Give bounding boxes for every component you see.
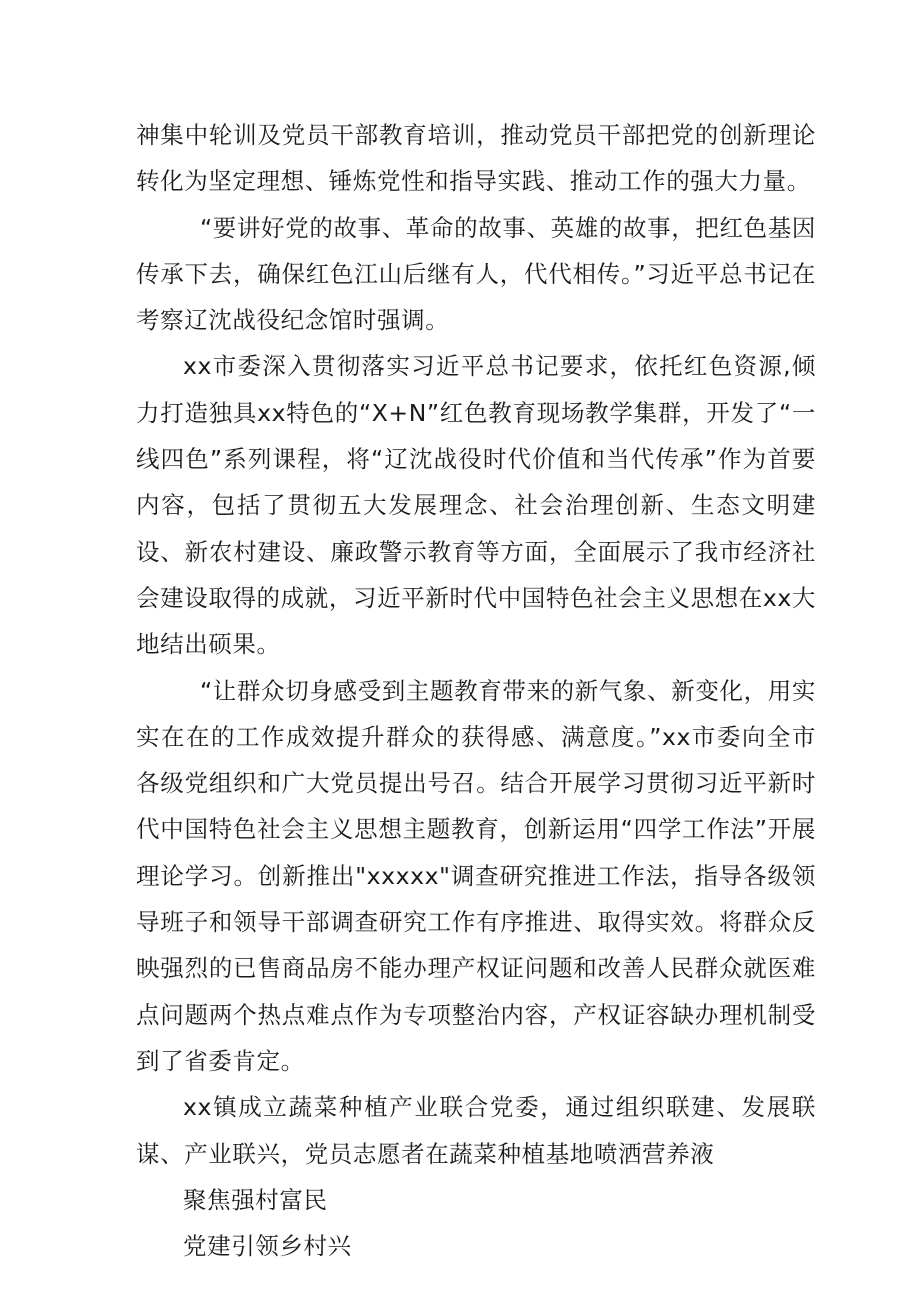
paragraph-vegetable-party-committee: xx镇成立蔬菜种植产业联合党委，通过组织联建、发展联谋、产业联兴，党员志愿者在蔬菜种植基地喷洒营养液 — [136, 1093, 816, 1168]
paragraph-training: 神集中轮训及党员干部教育培训，推动党员干部把党的创新理论转化为坚定理想、锤炼党性和指导实践、推动工作的强大力量。 — [136, 121, 816, 196]
heading-party-building: 党建引领乡村兴 — [183, 1232, 352, 1261]
heading-strong-village: 聚焦强村富民 — [183, 1185, 328, 1214]
paragraph-red-gene-quote: “要讲好党的故事、革命的故事、英雄的故事，把红色基因传承下去，确保红色江山后继有人，代代相传。”习近平总书记在考察辽沈战役纪念馆时强调。 — [136, 213, 816, 335]
document-body — [136, 112, 816, 1269]
paragraph-red-education: xx市委深入贯彻落实习近平总书记要求，依托红色资源,倾力打造独具xx特色的“X+N”红色教育现场教学集群，开发了“一线四色”系列课程，将“辽沈战役时代价值和当代传承”作为首要内容，包括了贯彻五大发展理念、社会治理创新、生态文明建设、新农村建设、廉政警示教育等方面，全面展示了我市经济社会建设取得的成就，习近平新时代中国特色社会主义思想在xx大地结出硕果。 — [136, 352, 816, 659]
paragraph-theme-education: “让群众切身感受到主题教育带来的新气象、新变化，用实实在在的工作成效提升群众的获得感、满意度。”xx市委向全市各级党组织和广大党员提出号召。结合开展学习贯彻习近平新时代中国特色社会主义思想主题教育，创新运用“四学工作法”开展理论学习。创新推出"xxxxx"调查研究推进工作法，指导各级领导班子和领导干部调查研究工作有序推进、取得实效。将群众反映强烈的已售商品房不能办理产权证问题和改善人民群众就医难点问题两个热点难点作为专项整治内容，产权证容缺办理机制受到了省委肯定。 — [136, 676, 816, 1075]
